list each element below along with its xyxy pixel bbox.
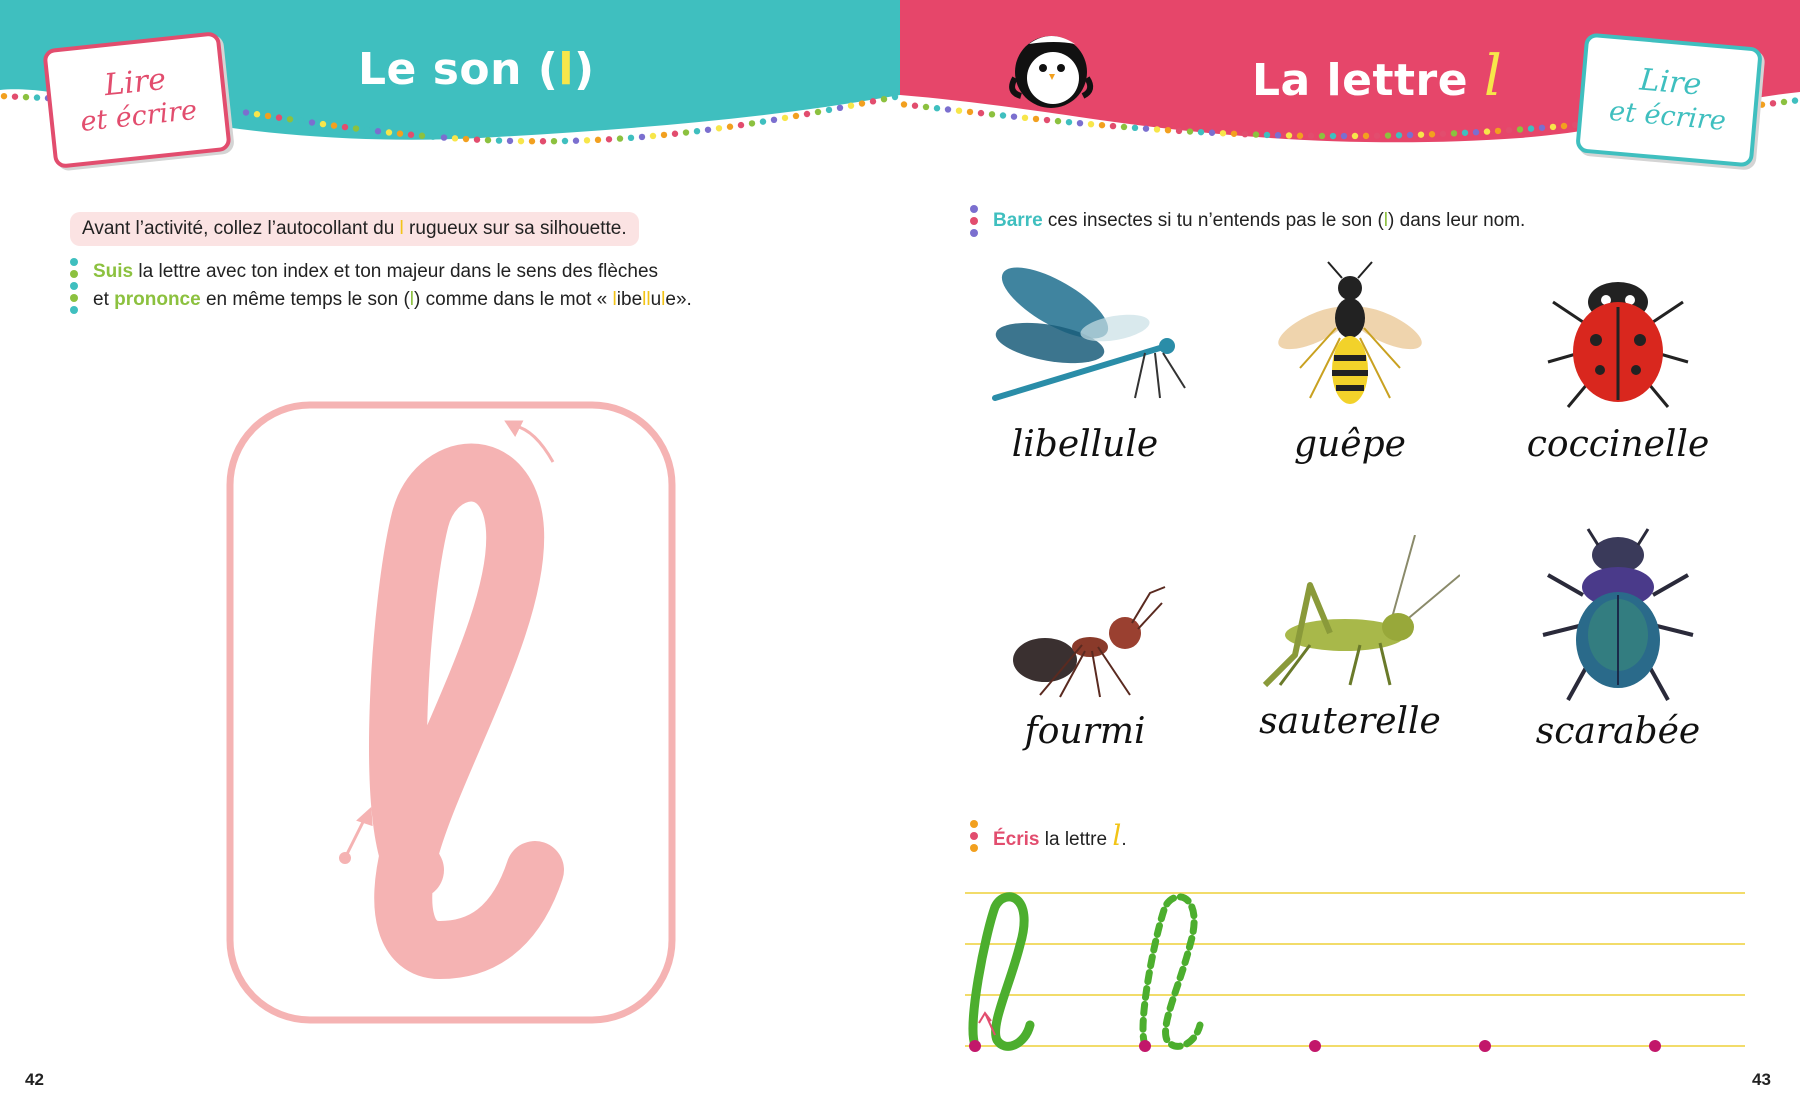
insect-label: libellule [1011, 424, 1159, 465]
insect-card-dragonfly[interactable] [985, 258, 1185, 465]
title-letter: l [1483, 44, 1503, 109]
pre-activity-note: Avant l’activité, collez l’autocollant du l rugueux sur sa silhouette. [70, 212, 639, 246]
ant-icon [1000, 585, 1170, 705]
page-number-right: 43 [1752, 1070, 1771, 1089]
title-sound: l [558, 44, 574, 95]
ladybug-icon [1538, 262, 1698, 418]
trace-instruction: Suis la lettre avec ton index et ton majeur dans le sens des flèches et prononce en même temps le son (l) comme dans le mot « libellule». [93, 261, 692, 310]
badge-line1: Lire [102, 61, 168, 104]
start-dot [1649, 1040, 1661, 1052]
insect-card-ladybug[interactable] [1518, 262, 1718, 465]
badge-line2: et écrire [78, 94, 199, 138]
instruction-bullets [70, 258, 80, 318]
beetle-icon [1538, 525, 1698, 705]
penguin-icon [1005, 28, 1095, 112]
insect-label: coccinelle [1526, 424, 1710, 465]
start-dot [969, 1040, 981, 1052]
insect-label: guêpe [1294, 424, 1406, 465]
page-number-left: 42 [25, 1070, 44, 1089]
insect-label: fourmi [1024, 711, 1146, 752]
handwriting-lines[interactable] [965, 885, 1750, 1060]
insect-label: sauterelle [1259, 701, 1441, 742]
model-letter-l [973, 897, 1030, 1046]
read-write-badge-left [42, 31, 232, 169]
start-dot [1139, 1040, 1151, 1052]
insect-card-wasp[interactable] [1250, 258, 1450, 465]
letter-tracing-card[interactable] [225, 400, 677, 1025]
badge-line1: Lire [1638, 62, 1703, 103]
insect-card-ant[interactable] [985, 585, 1185, 752]
read-write-badge-right [1575, 32, 1763, 167]
instruction-bullets [970, 205, 980, 241]
grasshopper-icon [1250, 535, 1460, 695]
badge-line2: et écrire [1607, 95, 1728, 137]
insect-card-grasshopper[interactable] [1250, 535, 1450, 742]
insect-label: scarabée [1535, 711, 1701, 752]
instruction-bullets [970, 820, 980, 856]
start-dot [1479, 1040, 1491, 1052]
write-instruction: Écris la lettre l. [993, 819, 1127, 852]
page-title-right: La lettre l [1252, 44, 1503, 109]
dotted-letter-l [1143, 897, 1200, 1046]
dragonfly-icon [985, 258, 1195, 418]
wasp-icon [1270, 258, 1430, 418]
page-title-left: Le son (l) [358, 44, 595, 95]
cross-out-instruction: Barre ces insectes si tu n’entends pas le son (l) dans leur nom. [993, 210, 1526, 231]
insect-card-beetle[interactable] [1518, 525, 1718, 752]
start-dot [1309, 1040, 1321, 1052]
